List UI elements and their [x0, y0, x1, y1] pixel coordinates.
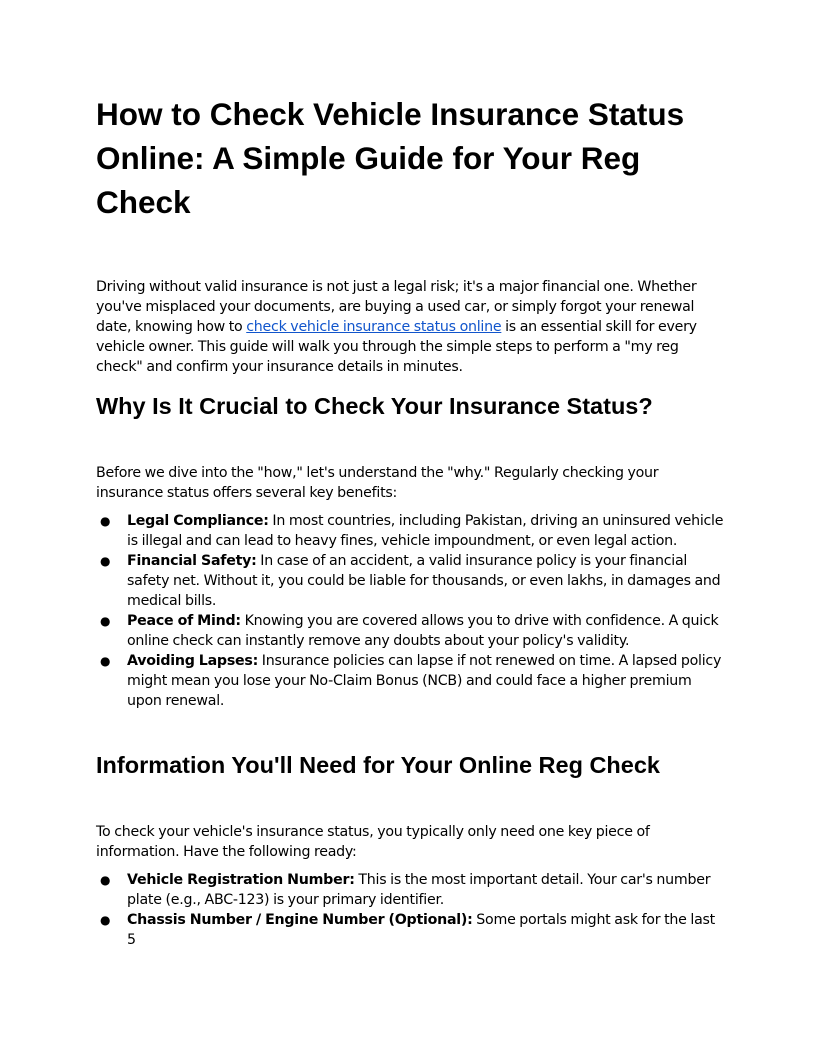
bullet-icon: ● [100, 614, 111, 628]
list-item-text: In case of an accident, a valid insurance policy is your financial safety net. Without it, you could be liable for thousands, or even lakhs, in damages and medical bills. [127, 553, 721, 609]
intro-paragraph [96, 277, 726, 377]
list-item-text: Knowing you are covered allows you to drive with confidence. A quick online check can instantly remove any doubts about your policy's validity. [127, 613, 719, 649]
list-item-text: This is the most important detail. Your car's number plate (e.g., ABC-123) is your primary identifier. [127, 872, 711, 908]
intro-text-after-link: is an essential skill for every vehicle owner. This guide will walk you through the simple steps to perform a "my reg check" and confirm your insurance details in minutes. [96, 319, 697, 375]
list-item-text: In most countries, including Pakistan, driving an uninsured vehicle is illegal and can lead to heavy fines, vehicle impoundment, or even legal action. [127, 513, 724, 549]
bullet-icon: ● [100, 654, 111, 668]
document-content [96, 92, 726, 950]
benefits-list [96, 511, 726, 711]
list-item [96, 910, 726, 950]
list-item-term: Vehicle Registration Number: [127, 872, 355, 888]
list-item-term: Chassis Number / Engine Number (Optional): [127, 912, 473, 928]
list-item-term: Peace of Mind: [127, 613, 241, 629]
list-item [96, 870, 726, 910]
list-item-term: Avoiding Lapses: [127, 653, 259, 669]
list-item [96, 611, 726, 651]
section-why-paragraph: Before we dive into the "how," let's understand the "why." Regularly checking your insurance status offers several key benefits: [96, 465, 659, 501]
insurance-status-link[interactable]: check vehicle insurance status online [246, 319, 502, 335]
bullet-icon: ● [100, 514, 111, 528]
section-heading-why: Why Is It Crucial to Check Your Insurance Status? [96, 393, 653, 419]
list-item-text: Insurance policies can lapse if not renewed on time. A lapsed policy might mean you lose your No-Claim Bonus (NCB) and could face a higher premium upon renewal. [127, 653, 722, 709]
list-item [96, 511, 726, 551]
bullet-icon: ● [100, 913, 111, 927]
page-title: How to Check Vehicle Insurance Status Online: A Simple Guide for Your Reg Check [96, 96, 685, 220]
section-heading-information: Information You'll Need for Your Online Reg Check [96, 752, 660, 778]
list-item-text: Some portals might ask for the last 5 [127, 912, 715, 948]
intro-text-before-link: Driving without valid insurance is not just a legal risk; it's a major financial one. Whether you've misplaced your documents, are buying a used car, or simply forgot your renewal date, knowing how to [96, 279, 697, 335]
requirements-list [96, 870, 726, 950]
list-item [96, 651, 726, 711]
section-information-paragraph: To check your vehicle's insurance status, you typically only need one key piece of information. Have the following ready: [96, 824, 650, 860]
bullet-icon: ● [100, 873, 111, 887]
list-item-term: Legal Compliance: [127, 513, 269, 529]
bullet-icon: ● [100, 554, 111, 568]
list-item-term: Financial Safety: [127, 553, 257, 569]
list-item [96, 551, 726, 611]
